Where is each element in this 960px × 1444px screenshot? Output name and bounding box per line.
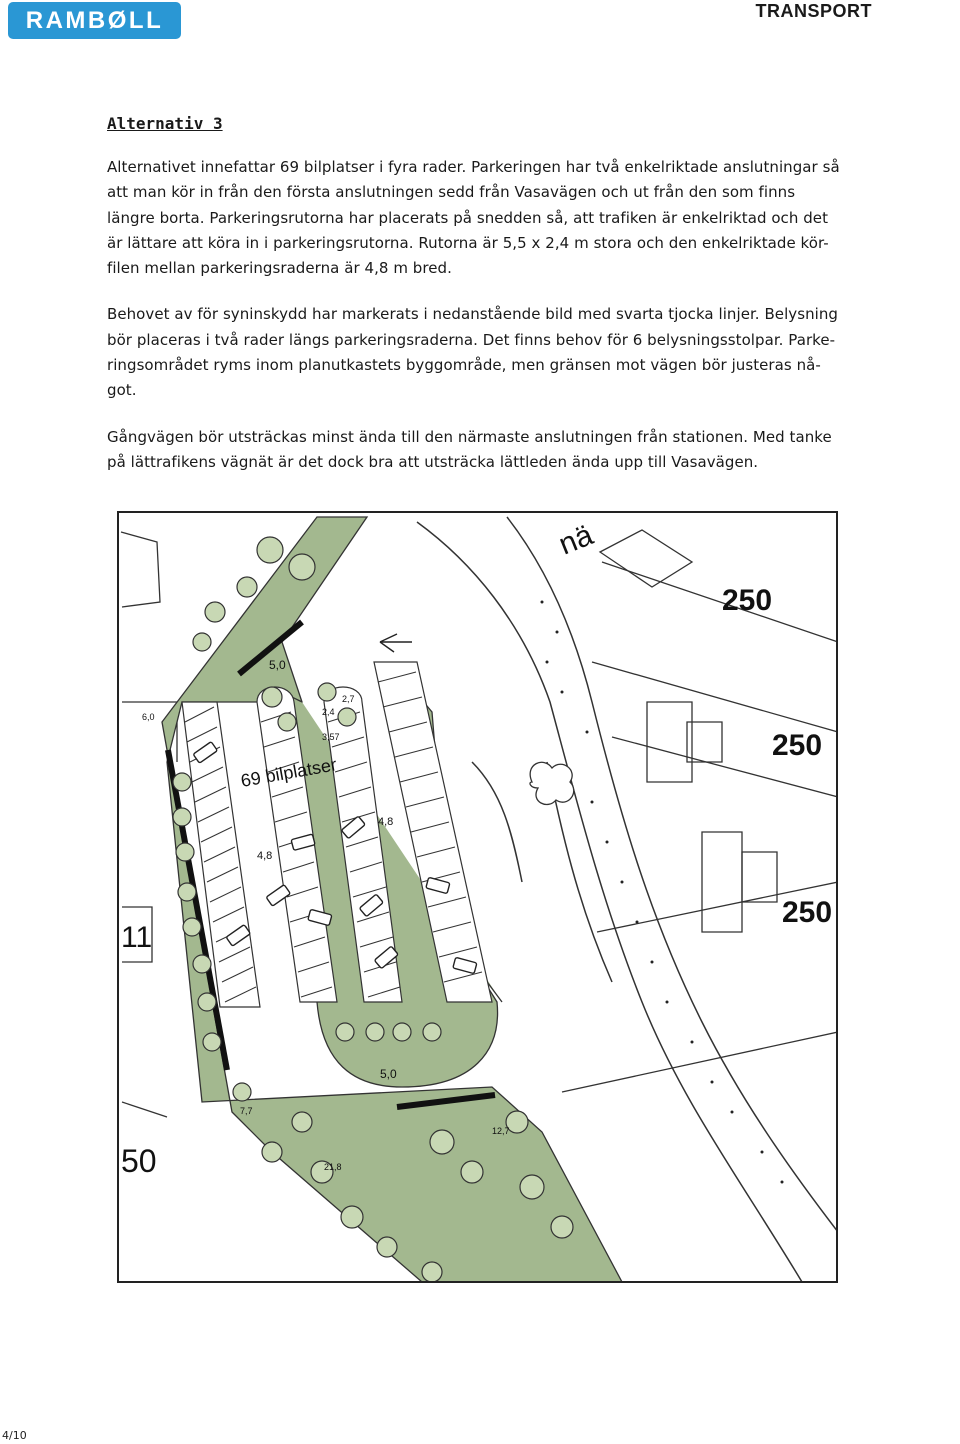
paragraph-1: [107, 155, 960, 281]
dim-left: 6,0: [142, 712, 155, 722]
text-line: Gångvägen bör utsträckas minst ända till den närmaste anslutningen från stationen. Med tanke: [107, 427, 832, 446]
dim-lane-left: 4,8: [257, 850, 273, 862]
building-top: [600, 530, 692, 587]
site-plan-map: [117, 511, 838, 1283]
text-line: är lättare att köra in i parkeringsrutorna. Rutorna är 5,5 x 2,4 m stora och den enkelriktade kör-: [107, 233, 829, 252]
text-line: got.: [107, 381, 137, 400]
text-line: på lättrafikens vägnät är det dock bra att utsträcka lättleden ända upp till Vasavägen.: [107, 452, 759, 471]
dim-bottom-mid: 21,8: [324, 1162, 342, 1172]
section-title: Alternativ 3: [107, 114, 223, 133]
paragraph-2: [107, 302, 960, 403]
dim-bottom-left: 7,7: [240, 1106, 253, 1116]
height-label-2: 250: [772, 729, 823, 762]
section-label: TRANSPORT: [755, 1, 872, 21]
text-line: bör placeras i två rader längs parkeringsraderna. Det finns behov för 6 belysningsstolpar. Parke-: [107, 330, 836, 349]
dim-bottom-right: 12,7: [492, 1126, 510, 1136]
text-line: längre borta. Parkeringsrutorna har placerats på snedden så, att trafiken är enkelriktad och det: [107, 208, 829, 227]
tree-round: [530, 762, 574, 804]
lot-label: 69 bilplatser: [239, 754, 339, 791]
text-line: ringsområdet ryms inom planutkastets byggområde, men gränsen mot vägen bör justeras nå-: [107, 356, 821, 375]
height-label-3: 250: [782, 896, 833, 929]
dim-a: 2,7: [342, 694, 355, 704]
text-line: Alternativet innefattar 69 bilplatser i fyra rader. Parkeringen har två enkelriktade anslutningar så: [107, 158, 840, 176]
dim-width-bottom: 5,0: [380, 1067, 397, 1081]
dim-b: 2,4: [322, 707, 335, 717]
text-line: Behovet av för syninskydd har markerats i nedanstående bild med svarta tjocka linjer. Belysning: [107, 305, 838, 324]
paragraph-3: [107, 425, 960, 476]
ramboll-logo: RAMBØLL: [8, 2, 181, 39]
dim-c: 3,57: [322, 732, 340, 742]
height-label-1: 250: [722, 584, 773, 617]
walkway-dots: [541, 601, 784, 1184]
dim-lane-right: 4,8: [378, 816, 394, 828]
page-number: 4/10: [2, 1429, 27, 1442]
dim-width-top: 5,0: [269, 658, 286, 672]
site-plan-drawing: [119, 513, 836, 1281]
plot-label-50: 50: [121, 1143, 157, 1179]
document-body: [107, 114, 960, 496]
direction-arrow: [380, 634, 412, 652]
text-line: att man kör in från den första anslutningen sedd från Vasavägen och ut från den som finns: [107, 183, 796, 202]
text-line: filen mellan parkeringsraderna är 4,8 m bred.: [107, 259, 452, 278]
plot-label-11: 11: [121, 921, 153, 954]
road-name-label: nä: [554, 518, 598, 562]
